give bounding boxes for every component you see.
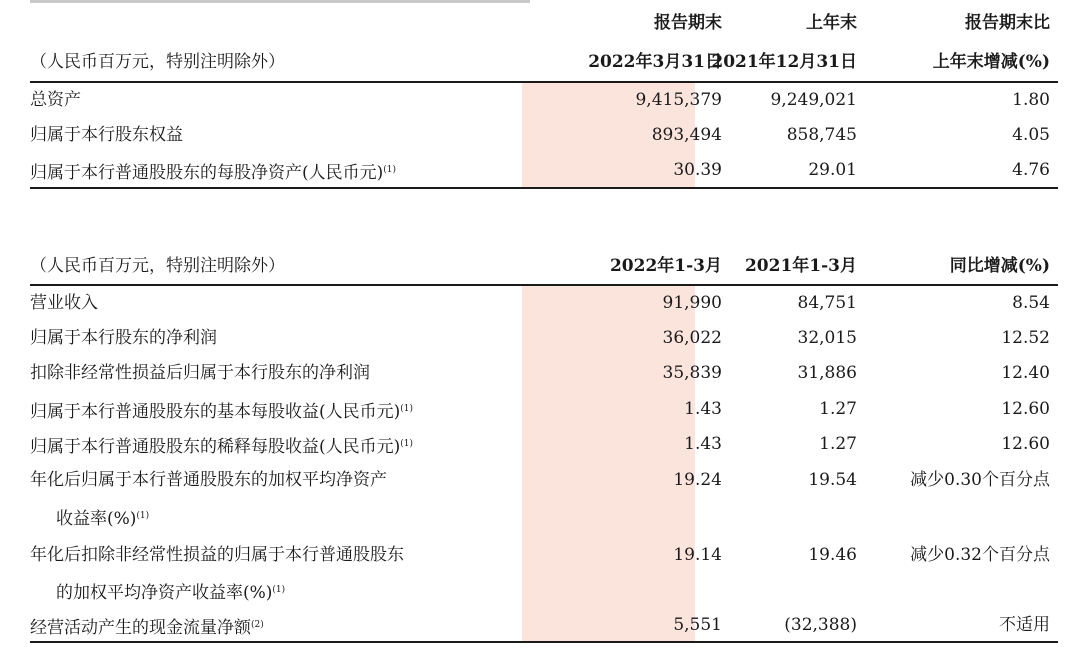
table2-header <box>30 249 1058 283</box>
value-current: 1.43 <box>684 399 722 419</box>
value-change: 12.40 <box>1001 363 1050 383</box>
table2-unit-note: （人民币百万元，特别注明除外） <box>30 256 285 276</box>
value-current: 36,022 <box>662 328 722 348</box>
table1-col2-header-top: 上年末 <box>806 13 857 33</box>
footnote-marker: (2) <box>251 620 264 630</box>
table-row <box>30 392 1058 426</box>
table-row <box>30 153 1058 187</box>
value-prior: 1.27 <box>819 434 857 454</box>
table-row <box>30 356 1058 390</box>
value-prior: 29.01 <box>808 160 857 180</box>
value-change: 4.05 <box>1012 125 1050 145</box>
value-prior: 19.46 <box>808 545 857 565</box>
row-label: 总资产 <box>30 90 81 110</box>
cropped-heading-fragment <box>30 0 530 3</box>
table1-col1-header: 2022年3月31日 <box>588 52 722 72</box>
table-row <box>30 463 1058 497</box>
table-row <box>30 118 1058 152</box>
value-change: 12.60 <box>1001 399 1050 419</box>
value-prior: (32,388) <box>784 615 857 635</box>
table1-bottom-rule <box>30 187 1058 189</box>
value-change: 减少0.30个百分点 <box>910 470 1050 490</box>
footnote-marker: (1) <box>400 439 414 449</box>
row-label: 营业收入 <box>30 293 98 313</box>
table-row <box>30 83 1058 117</box>
value-current: 91,990 <box>662 293 722 313</box>
footnote-marker: (1) <box>136 511 150 521</box>
row-label-continued: 的加权平均净资产收益率(%)$^{(1)}$ <box>56 583 286 603</box>
row-label: 归属于本行股东权益 <box>30 125 183 145</box>
value-current: 5,551 <box>673 615 722 635</box>
table-row <box>30 286 1058 320</box>
row-label-continued: 收益率(%)$^{(1)}$ <box>56 509 150 529</box>
value-current: 30.39 <box>673 160 722 180</box>
value-current: 19.24 <box>673 470 722 490</box>
table-row <box>30 608 1058 642</box>
value-prior: 84,751 <box>797 293 857 313</box>
row-label: 归属于本行普通股股东的每股净资产(人民币元)$^{(1)}$ <box>30 163 397 183</box>
row-label: 归属于本行普通股股东的基本每股收益(人民币元)$^{(1)}$ <box>30 402 414 422</box>
row-label: 归属于本行股东的净利润 <box>30 328 217 348</box>
value-change: 8.54 <box>1012 293 1050 313</box>
row-label: 扣除非经常性损益后归属于本行股东的净利润 <box>30 363 370 383</box>
table1-col3-header: 上年末增减(%) <box>932 52 1050 72</box>
value-change: 减少0.32个百分点 <box>910 545 1050 565</box>
table2-col2-header: 2021年1-3月 <box>744 256 857 276</box>
table1-col1-header-top: 报告期末 <box>654 13 722 33</box>
value-current: 9,415,379 <box>635 90 722 110</box>
table2-col3-header: 同比增减(%) <box>949 256 1050 276</box>
table-row <box>30 321 1058 355</box>
value-current: 19.14 <box>673 545 722 565</box>
footnote-marker: (1) <box>400 404 414 414</box>
value-prior: 19.54 <box>808 470 857 490</box>
table1-header-top <box>30 6 1058 40</box>
value-change: 12.60 <box>1001 434 1050 454</box>
value-change: 1.80 <box>1012 90 1050 110</box>
value-current: 35,839 <box>662 363 722 383</box>
row-label: 经营活动产生的现金流量净额$^{(2)}$ <box>30 618 264 638</box>
table1-col2-header: 2021年12月31日 <box>711 52 857 72</box>
value-current: 893,494 <box>651 125 722 145</box>
table1-col3-header-top: 报告期末比 <box>965 13 1050 33</box>
value-current: 1.43 <box>684 434 722 454</box>
table1-header <box>30 45 1058 79</box>
value-prior: 31,886 <box>797 363 857 383</box>
value-change: 12.52 <box>1001 328 1050 348</box>
value-prior: 9,249,021 <box>770 90 857 110</box>
value-prior: 858,745 <box>786 125 857 145</box>
table2-bottom-rule <box>30 641 1058 643</box>
table-row <box>30 427 1058 461</box>
table1-unit-note: （人民币百万元，特别注明除外） <box>30 52 285 72</box>
row-label: 年化后扣除非经常性损益的归属于本行普通股股东 <box>30 545 404 565</box>
table2-col1-header: 2022年1-3月 <box>609 256 722 276</box>
table-row <box>30 538 1058 572</box>
footnote-marker: (1) <box>383 165 397 175</box>
value-change: 不适用 <box>999 615 1050 635</box>
value-prior: 1.27 <box>819 399 857 419</box>
row-label: 归属于本行普通股股东的稀释每股收益(人民币元)$^{(1)}$ <box>30 437 414 457</box>
row-label: 年化后归属于本行普通股股东的加权平均净资产 <box>30 470 387 490</box>
footnote-marker: (1) <box>272 585 286 595</box>
value-prior: 32,015 <box>797 328 857 348</box>
value-change: 4.76 <box>1012 160 1050 180</box>
